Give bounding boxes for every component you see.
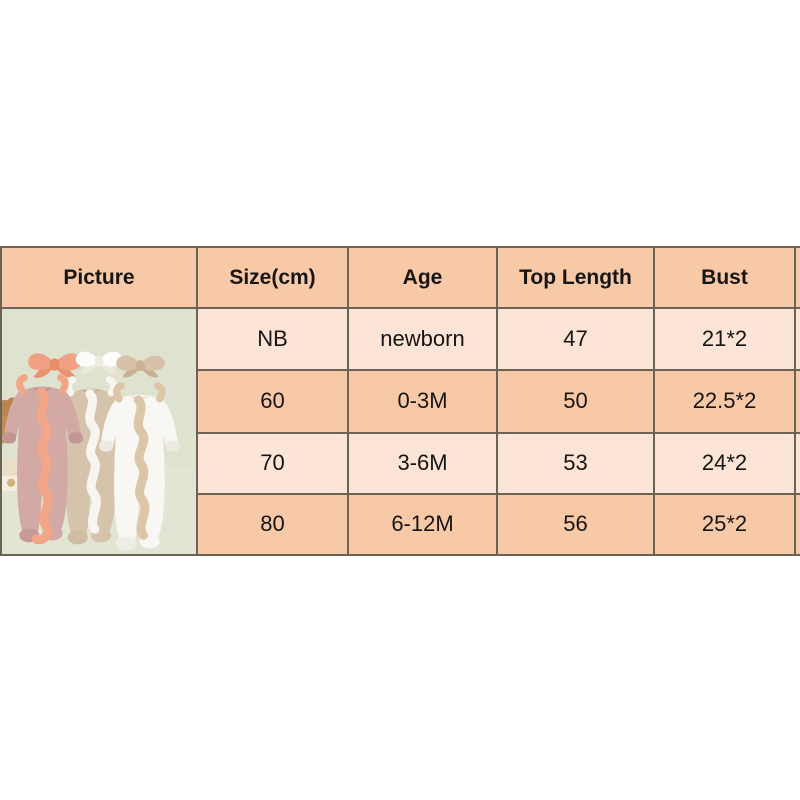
cell-age-r3: 3-6M [348,433,497,494]
cell-top-length-r3: 53 [497,433,654,494]
table-edge-sliver [795,308,800,370]
table-header-row [1,247,800,308]
cell-top-length-r2: 50 [497,370,654,433]
table-edge-sliver [795,247,800,308]
cell-age-r4: 6-12M [348,494,497,555]
cell-size-r2: 60 [197,370,348,433]
size-chart-table [0,246,800,556]
table-edge-sliver [795,370,800,433]
cell-size-r4: 80 [197,494,348,555]
product-photo-illustration [2,309,196,554]
table-edge-sliver [795,494,800,555]
cell-bust-r4: 25*2 [654,494,795,555]
product-photo [1,308,197,555]
table-row [1,308,800,370]
cell-bust-r3: 24*2 [654,433,795,494]
col-header-size: Size(cm) [197,247,348,308]
cell-size-r1: NB [197,308,348,370]
table-edge-sliver [795,433,800,494]
cell-age-r2: 0-3M [348,370,497,433]
cell-age-r1: newborn [348,308,497,370]
cell-bust-r2: 22.5*2 [654,370,795,433]
cell-top-length-r4: 56 [497,494,654,555]
col-header-top-length: Top Length [497,247,654,308]
cell-size-r3: 70 [197,433,348,494]
col-header-bust: Bust [654,247,795,308]
cell-top-length-r1: 47 [497,308,654,370]
col-header-age: Age [348,247,497,308]
col-header-picture: Picture [1,247,197,308]
cell-bust-r1: 21*2 [654,308,795,370]
